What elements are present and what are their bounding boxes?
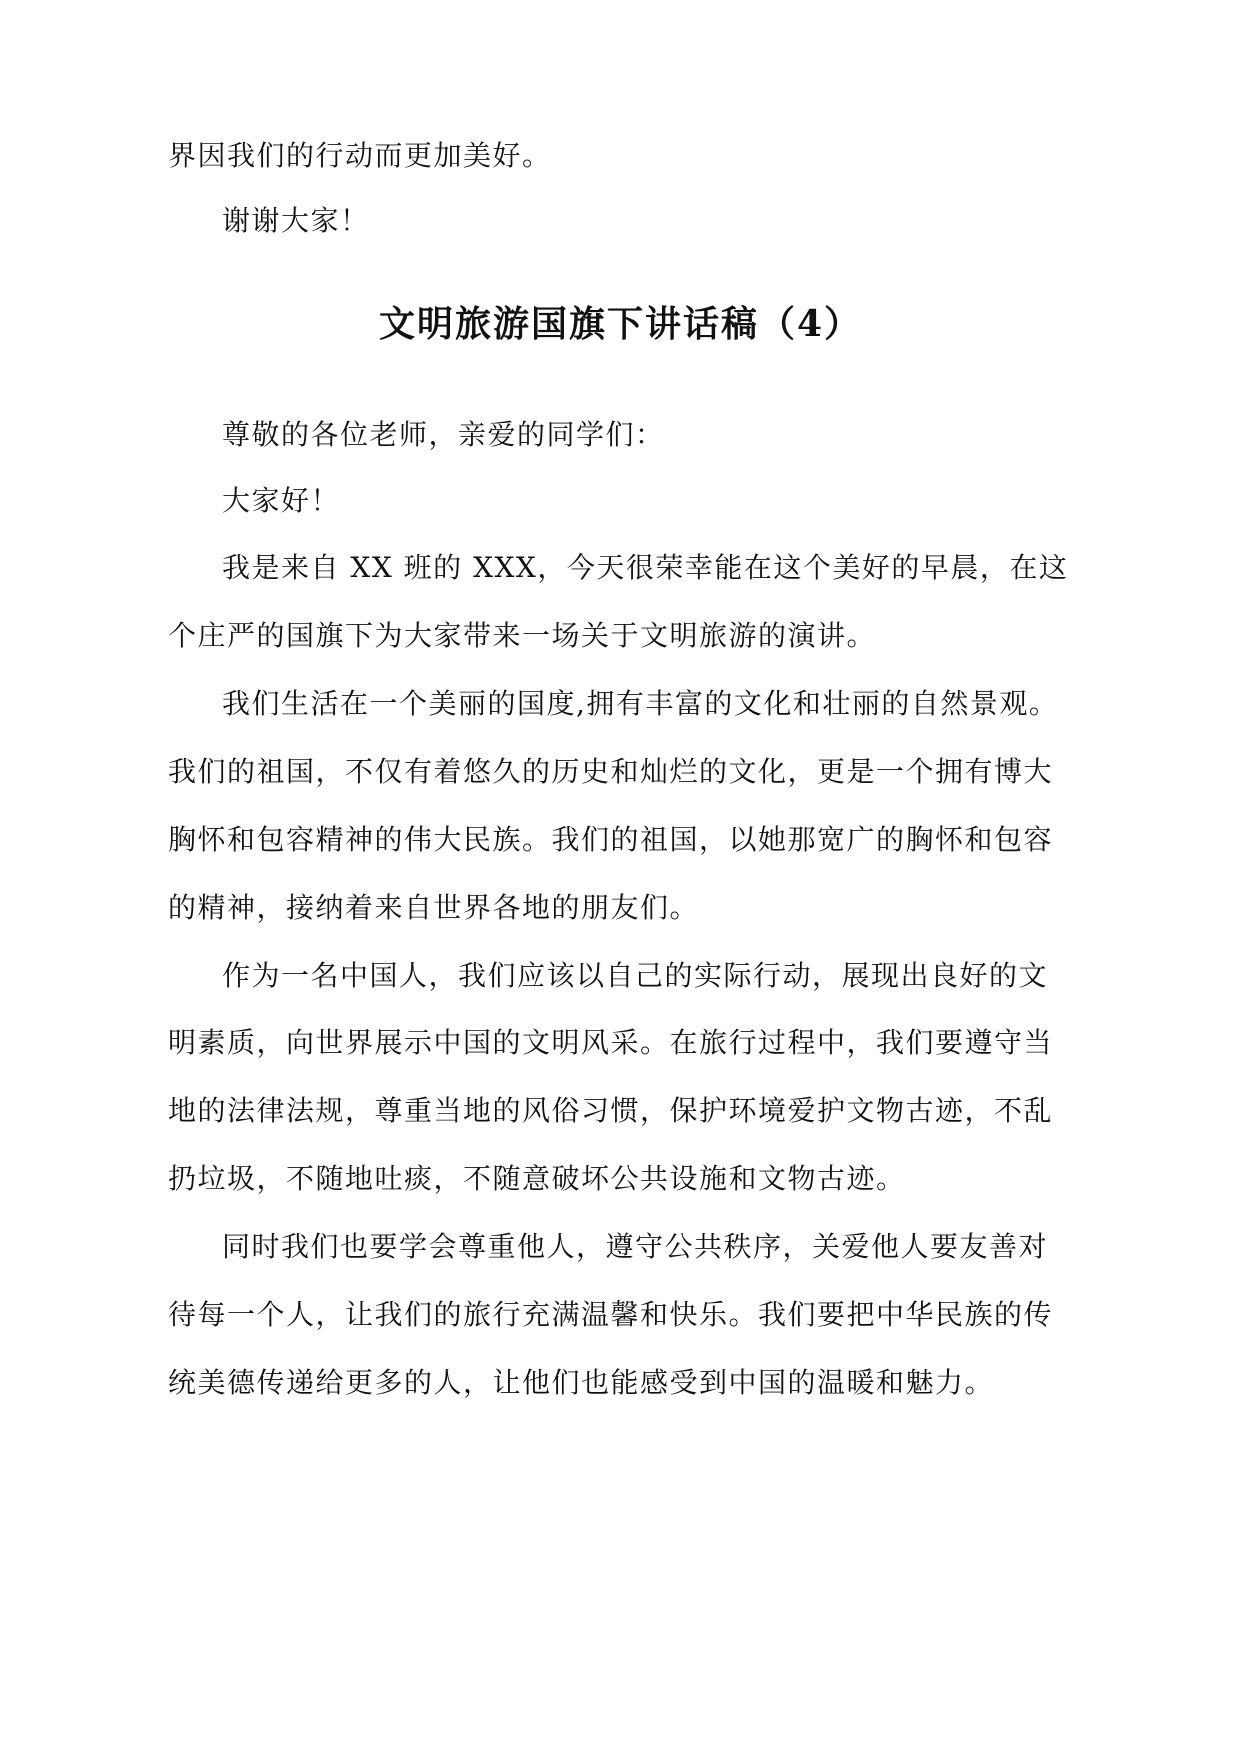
paragraph-1-line-2: 个庄严的国旗下为大家带来一场关于文明旅游的演讲。 [168,619,877,652]
paragraph-4-line-1: 同时我们也要学会尊重他人，遵守公共秩序，关爱他人要友善对 [222,1230,1049,1263]
previous-section-closing-line: 界因我们的行动而更加美好。 [168,139,552,172]
paragraph-1-line-1: 我是来自 XX 班的 XXX，今天很荣幸能在这个美好的早晨，在这 [222,551,1069,584]
greeting: 大家好！ [222,484,341,517]
paragraph-4-line-3: 统美德传递给更多的人，让他们也能感受到中国的温暖和魅力。 [168,1366,995,1399]
paragraph-3-line-2: 明素质，向世界展示中国的文明风采。在旅行过程中，我们要遵守当 [168,1026,1054,1059]
paragraph-3-line-4: 扔垃圾，不随地吐痰，不随意破坏公共设施和文物古迹。 [168,1162,906,1195]
section-title: 文明旅游国旗下讲话稿（4） [378,303,863,345]
paragraph-2-line-2: 我们的祖国，不仅有着悠久的历史和灿烂的文化，更是一个拥有博大 [168,755,1054,788]
paragraph-2-line-3: 胸怀和包容精神的伟大民族。我们的祖国，以她那宽广的胸怀和包容 [168,823,1054,856]
paragraph-2-line-4: 的精神，接纳着来自世界各地的朋友们。 [168,891,700,924]
previous-section-thanks: 谢谢大家！ [222,204,370,237]
paragraph-4-line-2: 待每一个人，让我们的旅行充满温馨和快乐。我们要把中华民族的传 [168,1298,1054,1331]
paragraph-3-line-1: 作为一名中国人，我们应该以自己的实际行动，展现出良好的文 [222,959,1049,992]
salutation: 尊敬的各位老师，亲爱的同学们： [222,418,665,451]
paragraph-2-line-1: 我们生活在一个美丽的国度,拥有丰富的文化和壮丽的自然景观。 [222,687,1059,720]
paragraph-3-line-3: 地的法律法规，尊重当地的风俗习惯，保护环境爱护文物古迹，不乱 [168,1094,1054,1127]
